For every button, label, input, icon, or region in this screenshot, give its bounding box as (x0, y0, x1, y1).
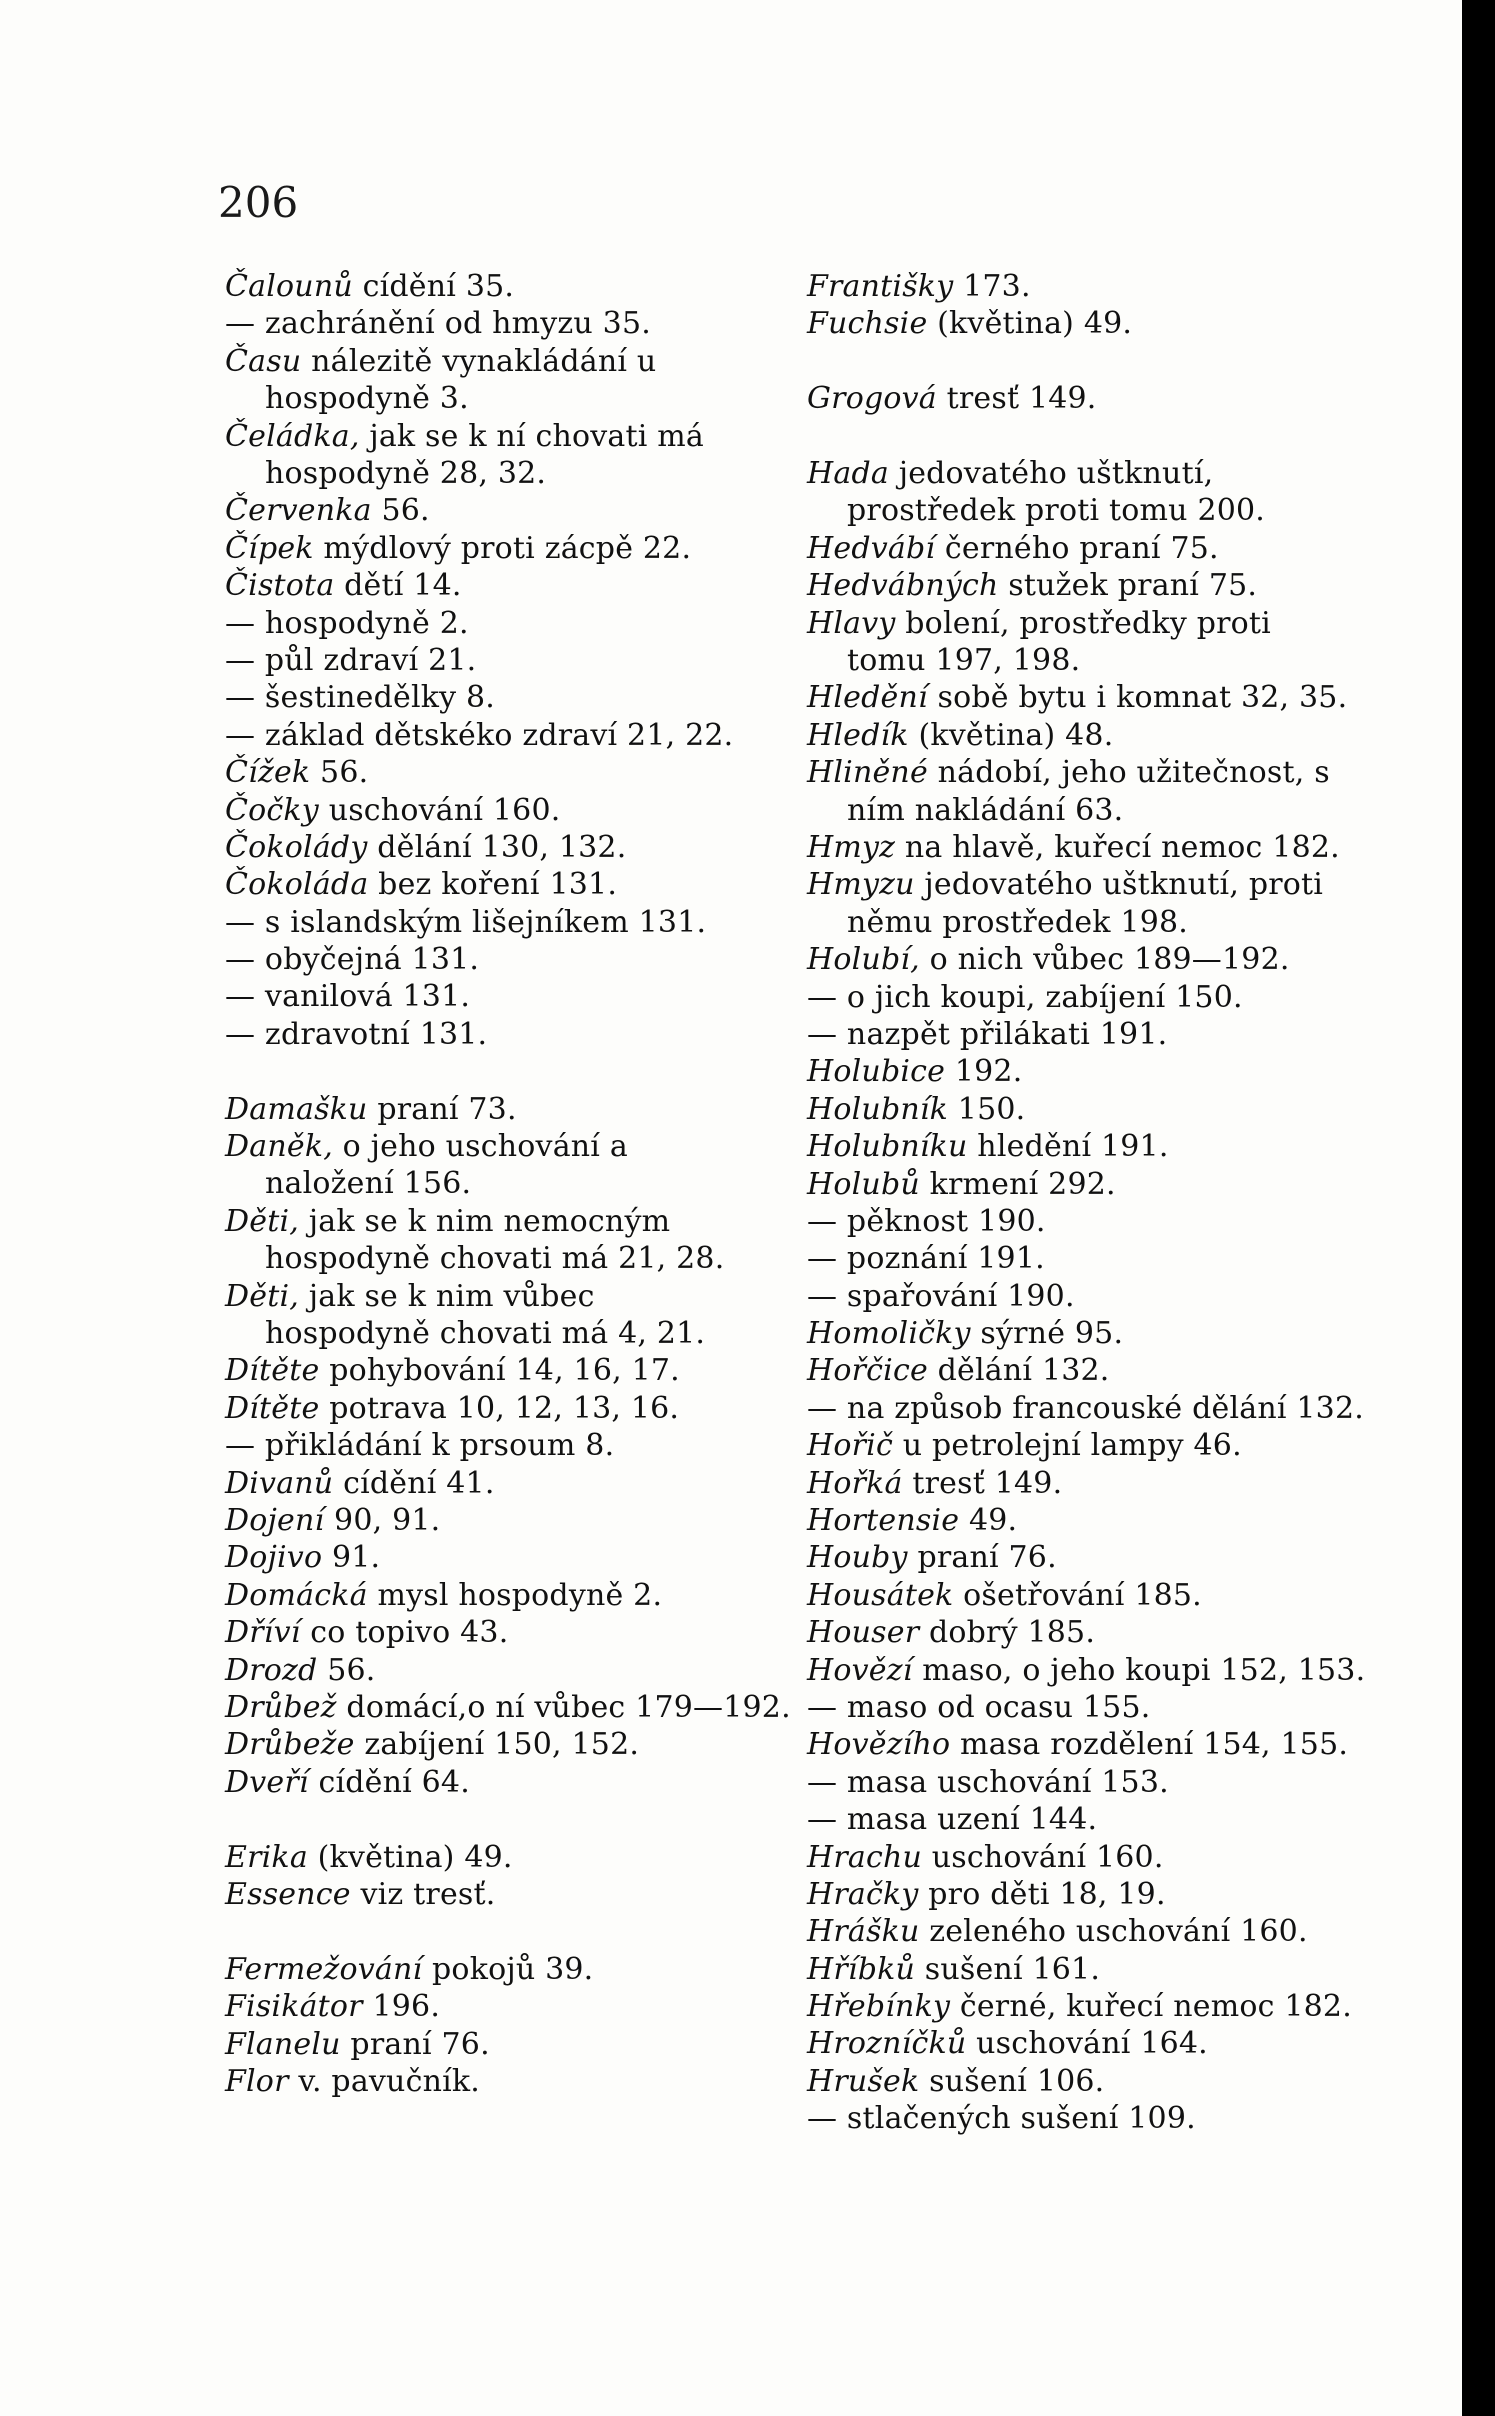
index-term: Děti, (225, 1203, 299, 1239)
index-reference: — vanilová 131. (225, 979, 471, 1015)
index-entry (807, 1166, 1347, 1203)
index-entry (807, 1539, 1347, 1576)
index-entry (225, 1689, 791, 1726)
index-term: Hračky (807, 1876, 919, 1912)
index-reference: nádobí, jeho užitečnost, s ním nakládání 63. (847, 755, 1330, 828)
index-reference: zeleného uschování 160. (919, 1914, 1308, 1950)
index-entry (807, 1689, 1347, 1726)
index-entry (225, 866, 765, 903)
index-reference: (květina) 49. (307, 1839, 513, 1875)
index-term: Hortensie (807, 1503, 960, 1539)
index-reference: zabíjení 150, 152. (354, 1727, 640, 1763)
index-reference: — přikládání k prsoum 8. (225, 1428, 615, 1464)
index-term: Hmyzu (807, 867, 915, 903)
index-term: Daněk, (225, 1129, 333, 1165)
index-reference: — na způsob francouské dělání 132. (807, 1390, 1364, 1426)
index-entry (225, 1128, 765, 1203)
index-entry (225, 754, 765, 791)
index-entry (807, 305, 1347, 342)
index-reference: jak se k ní chovati má hospodyně 28, 32. (265, 418, 705, 491)
index-reference: stužek praní 75. (998, 568, 1258, 604)
index-entry (807, 1203, 1347, 1240)
index-entry (807, 1016, 1347, 1053)
index-entry (807, 979, 1347, 1016)
index-reference: tresť 149. (936, 381, 1097, 417)
index-term: Hrášku (807, 1914, 920, 1950)
index-reference: (květina) 48. (908, 717, 1114, 753)
index-reference: jak se k nim nemocným hospodyně chovati má 21, 28. (265, 1203, 725, 1277)
index-reference: praní 76. (907, 1540, 1057, 1576)
index-reference: 150. (948, 1091, 1026, 1127)
index-reference: 56. (371, 493, 430, 529)
section-gap (807, 343, 1347, 380)
section-gap (225, 1913, 765, 1950)
index-reference: v. pavučník. (288, 2063, 481, 2099)
section-gap (225, 1801, 765, 1838)
index-reference: — hospodyně 2. (225, 605, 469, 641)
index-entry (807, 829, 1347, 866)
index-term: Fermežování (225, 1951, 423, 1987)
index-term: Houby (807, 1540, 908, 1576)
index-reference: bolení, prostředky proti tomu 197, 198. (847, 605, 1271, 678)
index-entry (225, 1016, 765, 1053)
index-entry (225, 1427, 765, 1464)
index-term: Děti, (225, 1278, 299, 1314)
index-column-right (807, 268, 1366, 2138)
index-term: Hliněné (807, 755, 928, 791)
index-entry (225, 1278, 765, 1353)
index-reference: — maso od ocasu 155. (807, 1689, 1151, 1725)
index-reference: sušení 161. (915, 1951, 1101, 1987)
index-term: Hořká (807, 1465, 903, 1501)
index-reference: maso, o jeho koupi 152, 153. (912, 1652, 1366, 1688)
index-entry (225, 829, 765, 866)
index-entry (807, 1652, 1366, 1689)
index-entry (225, 1577, 765, 1614)
index-entry (807, 2025, 1347, 2062)
index-entry (225, 2063, 765, 2100)
index-reference: 91. (322, 1540, 381, 1576)
index-term: Hořič (807, 1428, 893, 1464)
index-entry (807, 1577, 1347, 1614)
index-entry (225, 1390, 765, 1427)
index-entry (225, 567, 765, 604)
index-entry (807, 1427, 1347, 1464)
index-reference: dobrý 185. (919, 1615, 1096, 1651)
index-term: Hříbků (807, 1951, 916, 1987)
index-reference: — nazpět přilákati 191. (807, 1016, 1168, 1052)
index-entry (807, 679, 1347, 716)
index-entry (807, 605, 1347, 680)
index-reference: — stlačených sušení 109. (807, 2101, 1196, 2137)
index-reference: cídění 64. (308, 1764, 470, 1800)
index-reference: krmení 292. (919, 1166, 1116, 1202)
index-reference: mysl hospodyně 2. (367, 1577, 663, 1613)
index-entry (225, 1352, 765, 1389)
index-term: Hledění (807, 680, 928, 716)
index-term: Čížek (225, 755, 311, 791)
index-term: Holubů (807, 1166, 920, 1202)
index-reference: 192. (945, 1054, 1023, 1090)
index-reference: viz tresť. (350, 1876, 496, 1912)
index-reference: uschování 160. (318, 792, 561, 828)
index-reference: — obyčejná 131. (225, 942, 480, 978)
index-reference: tresť 149. (902, 1465, 1063, 1501)
index-reference: — zachránění od hmyzu 35. (225, 306, 651, 342)
index-term: Dojivo (225, 1540, 323, 1576)
index-term: Drůbež (225, 1690, 337, 1725)
index-entry (807, 530, 1347, 567)
index-reference: — poznání 191. (807, 1241, 1045, 1277)
index-reference: pro děti 18, 19. (918, 1876, 1166, 1912)
index-term: Františky (807, 269, 954, 304)
index-entry (225, 717, 765, 754)
index-term: Houser (807, 1615, 920, 1651)
index-reference: sobě bytu i komnat 32, 35. (927, 680, 1348, 716)
index-entry (807, 2100, 1347, 2137)
index-entry (225, 978, 765, 1015)
index-entry (225, 1652, 765, 1689)
index-reference: na hlavě, kuřecí nemoc 182. (895, 829, 1340, 865)
index-term: Hmyz (807, 829, 896, 865)
index-entry (225, 1502, 765, 1539)
index-term: Čeládka, (225, 418, 360, 454)
index-reference: nálezitě vynakládání u hospodyně 3. (265, 343, 657, 417)
index-entry (225, 268, 765, 305)
index-reference: cídění 35. (352, 269, 515, 304)
index-entry (225, 418, 765, 493)
index-term: Čalounů (225, 269, 353, 304)
index-entry (807, 866, 1347, 941)
index-reference: praní 73. (367, 1091, 517, 1127)
index-reference: hledění 191. (967, 1129, 1169, 1165)
index-term: Červenka (225, 493, 372, 529)
index-term: Dítěte (225, 1390, 320, 1426)
index-term: Hedvábných (807, 568, 999, 604)
index-entry (225, 1764, 765, 1801)
index-entry (225, 792, 765, 829)
index-entry (807, 1913, 1347, 1950)
index-term: Grogová (807, 381, 937, 417)
index-term: Domácká (225, 1577, 368, 1613)
index-reference: sušení 106. (919, 2063, 1105, 2099)
index-entry (225, 1726, 765, 1763)
index-reference: o jeho uschování a naložení 156. (265, 1129, 628, 1202)
index-entry (225, 605, 765, 642)
index-term: Hrachu (807, 1839, 923, 1875)
index-entry (225, 679, 765, 716)
index-reference: (květina) 49. (927, 306, 1133, 342)
index-entry (807, 268, 1347, 305)
index-entry (225, 530, 765, 567)
index-term: Hřebínky (807, 1989, 951, 2025)
index-term: Dveří (225, 1764, 309, 1800)
index-term: Dojení (225, 1503, 325, 1539)
index-column-left (225, 268, 791, 2100)
index-reference: — šestinedělky 8. (225, 680, 496, 716)
index-reference: — zdravotní 131. (225, 1016, 488, 1052)
index-entry (225, 1951, 765, 1988)
index-term: Čočky (225, 792, 319, 828)
index-term: Damašku (225, 1091, 368, 1127)
index-entry (225, 941, 765, 978)
index-reference: bez koření 131. (368, 867, 618, 903)
index-entry (807, 941, 1347, 978)
index-entry (807, 1951, 1347, 1988)
index-entry (807, 380, 1347, 417)
index-reference: — s islandským lišejníkem 131. (225, 904, 707, 940)
index-reference: u petrolejní lampy 46. (892, 1428, 1242, 1464)
index-entry (807, 1726, 1347, 1763)
index-term: Hořčice (807, 1353, 928, 1389)
page-number: 206 (218, 178, 299, 227)
index-reference: sýrné 95. (970, 1316, 1124, 1352)
index-entry (807, 1764, 1347, 1801)
section-gap (225, 1053, 765, 1090)
index-term: Čokolády (225, 829, 368, 865)
index-term: Dítěte (225, 1353, 320, 1389)
index-reference: černého praní 75. (935, 530, 1219, 566)
index-reference: dělání 130, 132. (367, 829, 627, 865)
index-reference: — půl zdraví 21. (225, 642, 477, 678)
index-reference: 90, 91. (324, 1503, 441, 1539)
index-reference: pohybování 14, 16, 17. (319, 1353, 680, 1389)
index-reference: uschování 164. (966, 2026, 1208, 2062)
index-entry (225, 1465, 765, 1502)
index-entry (807, 1839, 1347, 1876)
index-term: Drůbeže (225, 1727, 355, 1763)
index-reference: — masa uzení 144. (807, 1802, 1098, 1838)
index-term: Homoličky (807, 1316, 971, 1352)
index-term: Drozd (225, 1652, 318, 1688)
section-gap (807, 418, 1347, 455)
index-reference: uschování 160. (922, 1839, 1164, 1875)
index-entry (807, 1502, 1347, 1539)
index-reference: černé, kuřecí nemoc 182. (950, 1989, 1352, 2025)
index-entry (807, 1988, 1352, 2025)
index-term: Holubice (807, 1054, 946, 1090)
index-term: Divanů (225, 1465, 334, 1501)
index-reference: pokojů 39. (422, 1951, 594, 1987)
index-reference: jak se k nim vůbec hospodyně chovati má 4, 21. (265, 1278, 706, 1352)
index-term: Fisikátor (225, 1989, 363, 2025)
index-reference: praní 76. (340, 2026, 490, 2062)
index-reference: — pěknost 190. (807, 1203, 1046, 1239)
index-entry (807, 1801, 1347, 1838)
index-reference: ošetřování 185. (953, 1577, 1202, 1613)
index-entry (807, 1053, 1347, 1090)
index-entry (807, 567, 1347, 604)
index-term: Hada (807, 455, 889, 491)
index-term: Flor (225, 2063, 289, 2099)
index-entry (225, 2026, 765, 2063)
index-entry (225, 1539, 765, 1576)
index-entry (225, 1988, 765, 2025)
index-reference: potrava 10, 12, 13, 16. (319, 1390, 680, 1426)
index-reference: 56. (317, 1652, 376, 1688)
index-reference: mýdlový proti zácpě 22. (313, 530, 692, 566)
index-entry (807, 1091, 1347, 1128)
index-entry (225, 343, 765, 418)
index-term: Hedvábí (807, 530, 936, 566)
index-reference: o nich vůbec 189—192. (919, 942, 1290, 978)
index-reference: — o jich koupi, zabíjení 150. (807, 979, 1243, 1015)
index-reference: — základ dětskéko zdraví 21, 22. (225, 717, 734, 753)
index-entry (807, 455, 1347, 530)
index-reference: 56. (310, 755, 369, 791)
index-reference: jedovatého uštknutí, proti němu prostředek 198. (847, 867, 1324, 940)
index-term: Čistota (225, 568, 335, 604)
index-term: Hrozníčků (807, 2026, 967, 2062)
index-term: Erika (225, 1839, 308, 1875)
index-reference: co topivo 43. (300, 1615, 509, 1651)
index-entry (225, 904, 765, 941)
index-reference: 49. (959, 1503, 1018, 1539)
index-term: Času (225, 343, 302, 379)
index-term: Housátek (807, 1577, 954, 1613)
index-entry (225, 1839, 765, 1876)
index-reference: — spařování 190. (807, 1278, 1075, 1314)
index-entry (225, 1091, 765, 1128)
index-term: Dříví (225, 1615, 301, 1651)
index-term: Holubníku (807, 1129, 968, 1165)
index-entry (225, 1203, 765, 1278)
index-entry (807, 1465, 1347, 1502)
index-reference: dětí 14. (334, 568, 462, 604)
index-reference: cídění 41. (333, 1465, 495, 1501)
index-entry (225, 1614, 765, 1651)
index-entry (807, 1352, 1347, 1389)
index-reference: jedovatého uštknutí, prostředek proti tomu 200. (847, 455, 1266, 529)
index-term: Fuchsie (807, 306, 928, 342)
index-entry (807, 1614, 1347, 1651)
index-entry (807, 1315, 1347, 1352)
index-term: Čokoláda (225, 867, 369, 903)
index-term: Hrušek (807, 2063, 920, 2099)
index-entry (807, 1240, 1347, 1277)
index-term: Flanelu (225, 2026, 341, 2062)
index-entry (807, 2063, 1347, 2100)
index-reference: domácí,o ní vůbec 179—192. (336, 1690, 791, 1725)
index-term: Hovězí (807, 1652, 913, 1688)
index-term: Holubí, (807, 942, 920, 978)
index-term: Hlavy (807, 605, 896, 641)
index-term: Čípek (225, 530, 314, 566)
index-entry (225, 642, 765, 679)
index-entry (807, 1876, 1347, 1913)
index-reference: masa rozdělení 154, 155. (950, 1727, 1349, 1763)
index-entry (225, 1876, 765, 1913)
index-entry (807, 1278, 1347, 1315)
index-entry (807, 717, 1347, 754)
index-entry (225, 492, 765, 529)
index-reference: 173. (953, 269, 1031, 304)
index-entry (225, 305, 765, 342)
index-reference: — masa uschování 153. (807, 1764, 1169, 1800)
index-reference: 196. (362, 1989, 441, 2025)
index-term: Hledík (807, 717, 909, 753)
index-reference: dělání 132. (927, 1353, 1110, 1389)
index-term: Hovězího (807, 1727, 951, 1763)
index-entry (807, 1128, 1347, 1165)
index-term: Essence (225, 1876, 351, 1912)
index-entry (807, 1390, 1364, 1427)
index-term: Holubník (807, 1091, 949, 1127)
index-entry (807, 754, 1347, 829)
